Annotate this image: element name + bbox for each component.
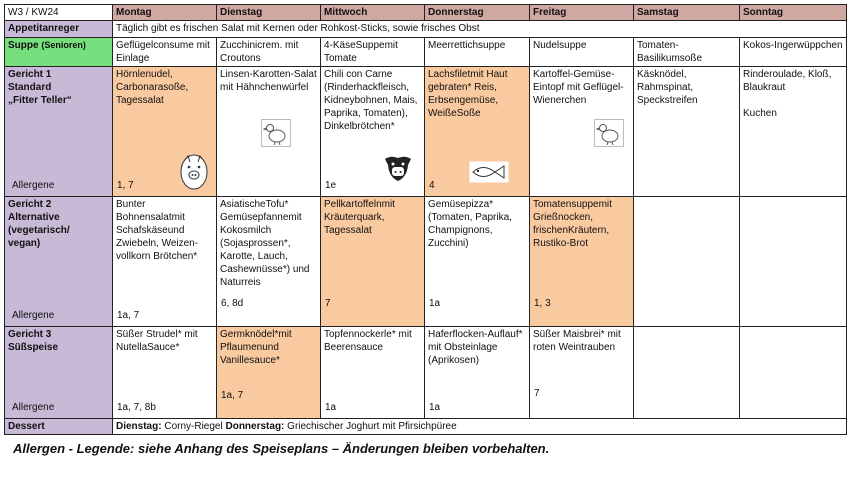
allergen-codes: 1a, 7 (221, 390, 244, 401)
dish3-wednesday: Topfennockerle* mit Beerensauce 1a (321, 327, 425, 419)
dish3-row (5, 327, 847, 419)
allergen-codes: 1a, 7, 8b (117, 402, 156, 413)
dish1-monday: Hörnlenudel, Carbonarasoße, Tagessalat 1, 7 (113, 67, 217, 197)
dish3-thursday: Haferflocken-Auflauf* mit Obsteinlage (Aprikosen) 1a (425, 327, 530, 419)
soup-label: Suppe (Senioren) (5, 38, 113, 67)
dessert-label: Dessert (5, 419, 113, 435)
dish1-sunday: Rinderoulade, Kloß, Blaukraut Kuchen (740, 67, 847, 197)
appetizer-row (5, 21, 847, 38)
allergen-codes: 7 (534, 388, 540, 399)
dish2-label: Gericht 2 Alternative (vegetarisch/ vegan) Allergene (5, 197, 113, 327)
pig-icon (179, 153, 209, 191)
allergen-codes: 1a (429, 402, 441, 413)
dish1-tuesday: Linsen-Karotten-Salat mit Hähnchenwürfel (217, 67, 321, 197)
allergen-codes: 1a (429, 298, 441, 309)
dish1-label: Gericht 1 Standard „Fitter Teller“ Allergene (5, 67, 113, 197)
allergen-label: Allergene (12, 310, 55, 321)
day-tuesday: Dienstag (217, 5, 321, 21)
dessert-row (5, 419, 847, 435)
day-saturday: Samstag (634, 5, 740, 21)
dish1-wednesday: Chili con Carne (Rinderhackfleisch, Kidneybohnen, Mais, Paprika, Tomaten), Dinkelbrötchen* 1e (321, 67, 425, 197)
dish2-saturday (634, 197, 740, 327)
allergen-codes: 1e (325, 180, 337, 191)
dish1-saturday: Käsknödel, Rahmspinat, Speckstreifen (634, 67, 740, 197)
header-row (5, 5, 847, 21)
dish2-thursday: Gemüsepizza* (Tomaten, Paprika, Champignons, Zucchini) 1a (425, 197, 530, 327)
allergen-label: Allergene (12, 402, 55, 413)
soup-monday: Geflügelconsume mit Einlage (113, 38, 217, 67)
allergen-legend: Allergen - Legende: siehe Anhang des Speiseplans – Änderungen bleiben vorbehalten. (13, 441, 550, 456)
menu-table (4, 4, 847, 435)
appetizer-label: Appetitanreger (5, 21, 113, 38)
soup-wednesday: 4-KäseSuppemit Tomate (321, 38, 425, 67)
allergen-codes: 1, 3 (534, 298, 551, 309)
chicken-icon (594, 119, 624, 147)
allergen-label: Allergene (12, 180, 55, 191)
soup-thursday: Meerrettichsuppe (425, 38, 530, 67)
allergen-codes: 7 (325, 298, 331, 309)
dish2-wednesday: Pellkartoffelnmit Kräuterquark, Tagessalat 7 (321, 197, 425, 327)
chicken-icon (261, 119, 291, 147)
fish-icon (469, 161, 509, 183)
soup-friday: Nudelsuppe (530, 38, 634, 67)
dish2-tuesday: AsiatischeTofu* Gemüsepfannemit Kokosmilch (Sojasprossen*, Karotte, Lauch, Cashewnüsse*) und Naturreis 6, 8d (217, 197, 321, 327)
dish2-monday: Bunter Bohnensalatmit Schafskäseund Zwiebeln, Weizen-vollkorn Brötchen* 1a, 7 (113, 197, 217, 327)
day-sunday: Sonntag (740, 5, 847, 21)
dish2-row (5, 197, 847, 327)
soup-tuesday: Zucchinicrem. mit Croutons (217, 38, 321, 67)
dish1-friday: Kartoffel-Gemüse-Eintopf mit Geflügel-Wienerchen (530, 67, 634, 197)
dish2-friday: Tomatensuppemit Grießnocken, frischenKräutern, Rustiko-Brot 1, 3 (530, 197, 634, 327)
dish1-row (5, 67, 847, 197)
day-friday: Freitag (530, 5, 634, 21)
allergen-codes: 1, 7 (117, 180, 134, 191)
dish3-sunday (740, 327, 847, 419)
allergen-codes: 6, 8d (221, 298, 244, 309)
allergen-codes: 4 (429, 180, 435, 191)
dish2-sunday (740, 197, 847, 327)
dish3-saturday (634, 327, 740, 419)
soup-saturday: Tomaten-Basilikumsoße (634, 38, 740, 67)
soup-row (5, 38, 847, 67)
dish3-tuesday: Germknödel*mit Pflaumenund Vanillesauce* 1a, 7 (217, 327, 321, 419)
appetizer-text: Täglich gibt es frischen Salat mit Kernen oder Rohkost-Sticks, sowie frisches Obst (113, 21, 847, 38)
allergen-codes: 1a, 7 (117, 310, 140, 321)
day-thursday: Donnerstag (425, 5, 530, 21)
day-wednesday: Mittwoch (321, 5, 425, 21)
day-monday: Montag (113, 5, 217, 21)
allergen-codes: 1a (325, 402, 337, 413)
cow-icon (381, 153, 415, 183)
week-label: W3 / KW24 (5, 5, 113, 21)
dish3-friday: Süßer Maisbrei* mit roten Weintrauben 7 (530, 327, 634, 419)
dish1-thursday: Lachsfiletmit Haut gebraten* Reis, Erbsengemüse, WeißeSoße 4 (425, 67, 530, 197)
dish3-monday: Süßer Strudel* mit NutellaSauce* 1a, 7, 8b (113, 327, 217, 419)
dessert-text: Dienstag: Corny-Riegel Donnerstag: Griechischer Joghurt mit Pfirsichpüree (113, 419, 847, 435)
soup-sunday: Kokos-Ingerwüppchen (740, 38, 847, 67)
dish3-label: Gericht 3 Süßspeise Allergene (5, 327, 113, 419)
